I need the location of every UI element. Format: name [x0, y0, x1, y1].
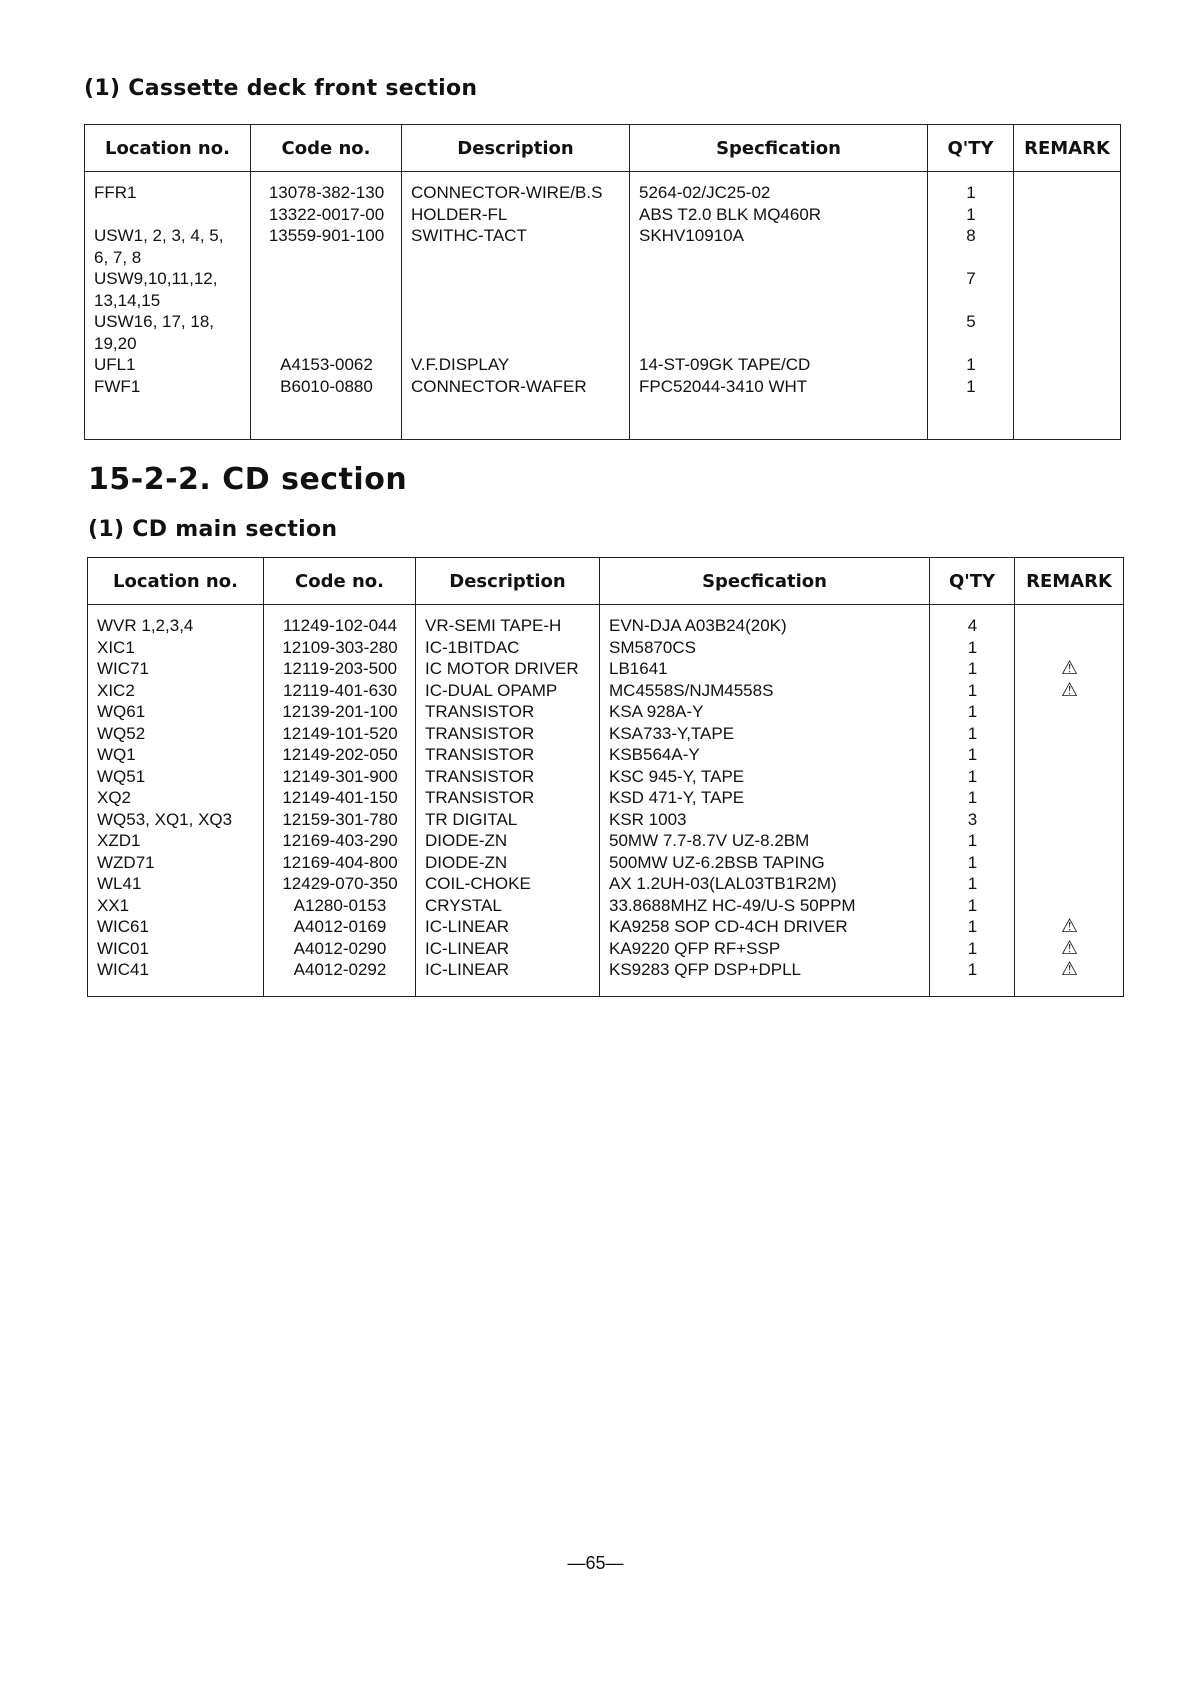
code-line: 13559-901-100 [268, 226, 385, 245]
cassette-section-heading: (1) Cassette deck front section [84, 76, 478, 101]
location-line: WIC61 [97, 917, 149, 936]
spec-line: KSA733-Y,TAPE [609, 723, 735, 743]
warning-icon: ⚠ [1060, 679, 1079, 701]
remark-cell [1015, 605, 1124, 997]
spec-line: KA9258 SOP CD-4CH DRIVER [609, 917, 848, 936]
warning-icon: ⚠ [1060, 658, 1079, 679]
table-header-row [88, 558, 1124, 605]
spec-line [639, 333, 919, 355]
qty-line: 7 [966, 269, 976, 288]
qty-line: 1 [967, 874, 978, 893]
description-line [411, 290, 621, 312]
remark-blank [1024, 701, 1115, 723]
location-line: XQ2 [97, 788, 132, 807]
description-cell [402, 172, 630, 440]
header-code: Code no. [264, 558, 416, 605]
description-line: IC-DUAL OPAMP [425, 680, 558, 700]
description-line [411, 333, 621, 355]
code-line: 12429-070-350 [282, 874, 398, 893]
description-line [411, 247, 621, 269]
location-line: USW16, 17, 18, [94, 312, 215, 331]
code-cell [264, 605, 416, 997]
code-line: 12149-101-520 [282, 723, 398, 743]
warning-icon: ⚠ [1060, 937, 1079, 959]
header-specification: Specfication [630, 125, 928, 172]
code-line [260, 311, 393, 333]
header-location: Location no. [88, 558, 264, 605]
warning-icon: ⚠ [1060, 959, 1079, 980]
description-line: DIODE-ZN [425, 831, 508, 850]
qty-line: 1 [967, 831, 978, 850]
description-line: VR-SEMI TAPE-H [425, 616, 562, 635]
code-line [260, 333, 393, 355]
description-line: IC-LINEAR [425, 938, 510, 958]
qty-line: 1 [966, 376, 976, 396]
cassette-parts-table [84, 124, 1121, 440]
qty-line: 1 [967, 895, 978, 915]
location-line: USW1, 2, 3, 4, 5, [94, 226, 224, 245]
qty-line: 1 [967, 917, 978, 936]
code-line: 12149-301-900 [282, 766, 398, 786]
description-line: TR DIGITAL [425, 809, 518, 829]
code-line: A1280-0153 [293, 895, 387, 915]
cd-main-section-heading: (1) CD main section [88, 517, 338, 542]
spec-line [639, 268, 919, 290]
spec-line [639, 311, 919, 333]
location-line [94, 204, 242, 226]
location-line: WVR 1,2,3,4 [97, 616, 194, 635]
location-line: FFR1 [94, 183, 137, 202]
header-description: Description [402, 125, 630, 172]
code-line: 12119-203-500 [282, 659, 398, 678]
cd-section-title: 15-2-2. CD section [88, 462, 408, 497]
description-line: IC-LINEAR [425, 917, 510, 936]
qty-line: 1 [967, 659, 978, 678]
qty-line: 3 [967, 809, 978, 829]
code-line [260, 247, 393, 269]
qty-line: 1 [967, 960, 978, 979]
spec-line: KA9220 QFP RF+SSP [609, 938, 781, 958]
location-line: 13,14,15 [94, 290, 161, 310]
qty-line: 1 [966, 355, 976, 374]
location-line: UFL1 [94, 355, 136, 374]
spec-line: LB1641 [609, 659, 668, 678]
table-row [88, 605, 1124, 997]
code-line: 13322-0017-00 [268, 204, 385, 224]
spec-line: KSC 945-Y, TAPE [609, 766, 745, 786]
spec-line [639, 247, 919, 269]
description-line: COIL-CHOKE [425, 874, 531, 893]
code-line: A4012-0292 [293, 960, 387, 979]
code-line: B6010-0880 [280, 376, 373, 396]
code-line: A4153-0062 [280, 355, 373, 374]
qty-line: 1 [966, 183, 976, 202]
spec-line: ABS T2.0 BLK MQ460R [639, 204, 822, 224]
remark-blank [1024, 873, 1115, 895]
location-line: WIC41 [97, 960, 149, 979]
description-line: TRANSISTOR [425, 702, 535, 721]
code-line: 11249-102-044 [282, 616, 398, 635]
code-line: 12169-404-800 [282, 852, 398, 872]
remark-blank [1024, 723, 1115, 745]
page-number: —65— [567, 1553, 624, 1573]
qty-line: 1 [967, 723, 978, 743]
spec-line: EVN-DJA A03B24(20K) [609, 616, 787, 635]
header-qty: Q'TY [928, 125, 1014, 172]
spec-line: KSR 1003 [609, 809, 687, 829]
location-line: 6, 7, 8 [94, 247, 142, 267]
location-line: XIC2 [97, 680, 135, 700]
qty-cell [930, 605, 1015, 997]
location-line: WL41 [97, 874, 142, 893]
location-line: WQ61 [97, 702, 146, 721]
spec-line: 50MW 7.7-8.7V UZ-8.2BM [609, 831, 810, 850]
code-line: A4012-0169 [293, 917, 387, 936]
header-code: Code no. [251, 125, 402, 172]
remark-blank [1024, 766, 1115, 788]
code-line: 12149-202-050 [282, 745, 398, 764]
header-qty: Q'TY [930, 558, 1015, 605]
code-line: A4012-0290 [293, 938, 387, 958]
qty-line: 1 [967, 637, 978, 657]
location-line: WQ1 [97, 745, 136, 764]
remark-blank [1024, 744, 1115, 766]
code-line: 12149-401-150 [282, 788, 398, 807]
qty-line: 1 [967, 680, 978, 700]
location-line: XZD1 [97, 831, 141, 850]
header-description: Description [416, 558, 600, 605]
header-remark: REMARK [1014, 125, 1121, 172]
spec-line: 5264-02/JC25-02 [639, 183, 771, 202]
remark-blank [1024, 637, 1115, 659]
description-line: TRANSISTOR [425, 745, 535, 764]
description-line: HOLDER-FL [411, 204, 508, 224]
header-location: Location no. [85, 125, 251, 172]
specification-cell [630, 172, 928, 440]
header-specification: Specfication [600, 558, 930, 605]
location-line: WQ53, XQ1, XQ3 [97, 809, 233, 829]
remark-blank [1024, 809, 1115, 831]
code-line [260, 290, 393, 312]
code-line: 12139-201-100 [282, 702, 398, 721]
qty-line: 1 [966, 204, 976, 224]
description-line: TRANSISTOR [425, 723, 535, 743]
code-line: 12109-303-280 [282, 637, 398, 657]
code-line: 12159-301-780 [282, 809, 398, 829]
code-line: 12169-403-290 [282, 831, 398, 850]
code-line: 12119-401-630 [282, 680, 398, 700]
spec-line: 33.8688MHZ HC-49/U-S 50PPM [609, 895, 856, 915]
location-line: WIC71 [97, 659, 149, 678]
qty-line [937, 290, 1005, 312]
description-line [411, 268, 621, 290]
spec-line: 14-ST-09GK TAPE/CD [639, 355, 811, 374]
spec-line [639, 290, 919, 312]
qty-line: 1 [967, 766, 978, 786]
code-line: 13078-382-130 [268, 183, 385, 202]
spec-line: SKHV10910A [639, 226, 744, 245]
qty-line [937, 247, 1005, 269]
code-line [260, 268, 393, 290]
description-cell [416, 605, 600, 997]
qty-line: 1 [967, 788, 978, 807]
description-line: V.F.DISPLAY [411, 355, 510, 374]
description-line: CRYSTAL [425, 895, 502, 915]
location-line: WQ52 [97, 723, 146, 743]
location-line: USW9,10,11,12, [94, 269, 218, 288]
spec-line: KSB564A-Y [609, 745, 700, 764]
location-line: FWF1 [94, 376, 141, 396]
specification-cell [600, 605, 930, 997]
description-line: IC-1BITDAC [425, 637, 520, 657]
qty-line: 1 [967, 702, 978, 721]
spec-line: KSA 928A-Y [609, 702, 704, 721]
description-line: IC MOTOR DRIVER [425, 659, 579, 678]
description-line: CONNECTOR-WAFER [411, 376, 587, 396]
spec-line: KS9283 QFP DSP+DPLL [609, 960, 801, 979]
remark-blank [1024, 787, 1115, 809]
remark-blank [1024, 852, 1115, 874]
location-line: WQ51 [97, 766, 146, 786]
qty-line: 8 [966, 226, 976, 245]
qty-line: 1 [967, 745, 978, 764]
location-line: XIC1 [97, 637, 135, 657]
qty-line: 4 [967, 616, 978, 635]
table-header-row [85, 125, 1121, 172]
qty-line: 5 [966, 312, 976, 331]
spec-line: SM5870CS [609, 637, 696, 657]
location-cell [85, 172, 251, 440]
location-cell [88, 605, 264, 997]
location-line: WZD71 [97, 852, 155, 872]
description-line: TRANSISTOR [425, 766, 535, 786]
spec-line: MC4558S/NJM4558S [609, 680, 774, 700]
remark-blank [1024, 830, 1115, 852]
location-line: XX1 [97, 895, 130, 915]
cd-parts-table [87, 557, 1124, 997]
remark-blank [1024, 895, 1115, 917]
remark-cell [1014, 172, 1121, 440]
remark-blank [1024, 615, 1115, 637]
description-line: CONNECTOR-WIRE/B.S [411, 183, 603, 202]
description-line [411, 311, 621, 333]
spec-line: FPC52044-3410 WHT [639, 376, 808, 396]
qty-line: 1 [967, 938, 978, 958]
table-row [85, 172, 1121, 440]
code-cell [251, 172, 402, 440]
warning-icon: ⚠ [1060, 916, 1079, 937]
description-line: TRANSISTOR [425, 788, 535, 807]
location-line: WIC01 [97, 938, 149, 958]
spec-line: KSD 471-Y, TAPE [609, 788, 745, 807]
header-remark: REMARK [1015, 558, 1124, 605]
qty-line: 1 [967, 852, 978, 872]
description-line: DIODE-ZN [425, 852, 508, 872]
spec-line: AX 1.2UH-03(LAL03TB1R2M) [609, 874, 837, 893]
location-line: 19,20 [94, 333, 137, 353]
spec-line: 500MW UZ-6.2BSB TAPING [609, 852, 825, 872]
qty-line [937, 333, 1005, 355]
description-line: SWITHC-TACT [411, 226, 527, 245]
description-line: IC-LINEAR [425, 960, 510, 979]
qty-cell [928, 172, 1014, 440]
